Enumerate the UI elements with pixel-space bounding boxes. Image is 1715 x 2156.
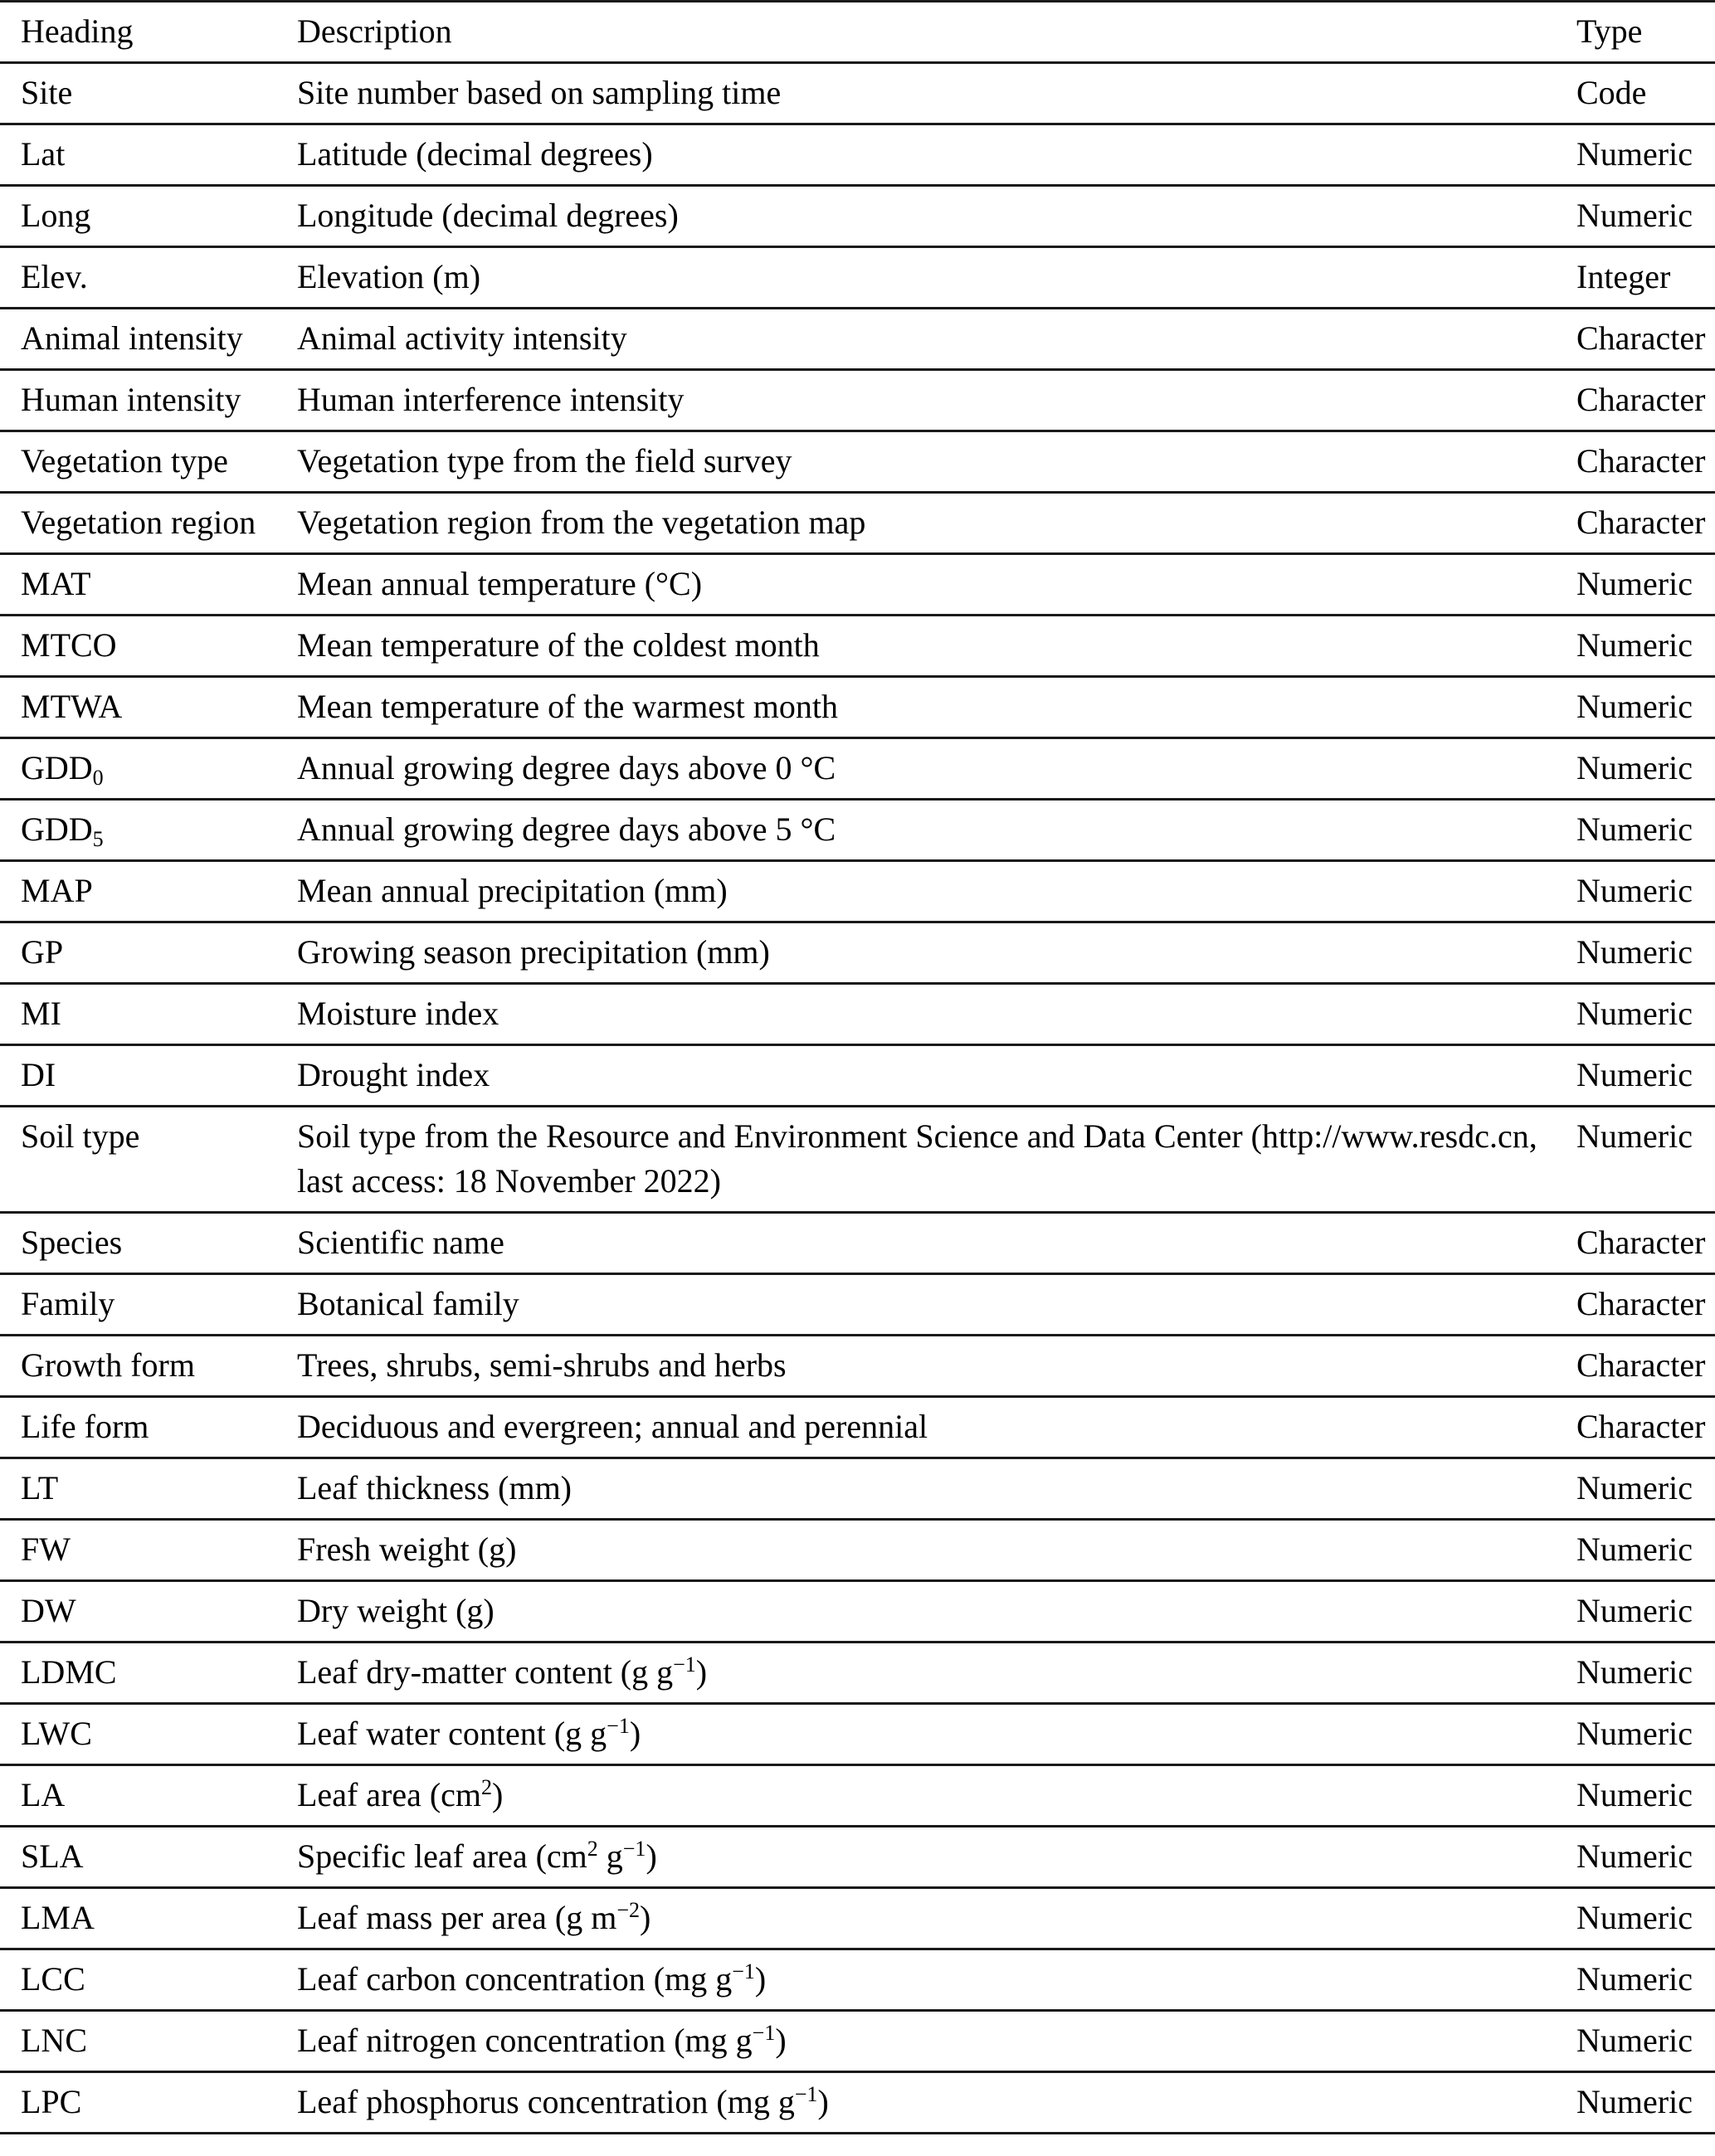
table-row (0, 1949, 1715, 2011)
description-cell: Growing season precipitation (mm) (297, 933, 770, 971)
heading-cell: MTCO (21, 626, 117, 664)
table-row (0, 309, 1715, 370)
description-cell: Trees, shrubs, semi-shrubs and herbs (297, 1346, 787, 1384)
table-row (0, 63, 1715, 124)
table-row (0, 186, 1715, 247)
table-row (0, 2011, 1715, 2072)
heading-cell: Vegetation type (21, 442, 228, 479)
description-cell: Leaf water content (g $g^{-1}$) (297, 1713, 641, 1752)
type-cell: Numeric (1576, 1592, 1693, 1629)
description-cell: Annual growing degree days above 5 °C (297, 810, 836, 848)
type-cell: Numeric (1576, 1715, 1693, 1752)
table-row (0, 247, 1715, 309)
column-header-type: Type (1576, 12, 1643, 50)
heading-cell: GP (21, 933, 64, 971)
table-row (0, 1045, 1715, 1107)
type-cell: Numeric (1576, 688, 1693, 725)
heading-cell: DW (21, 1592, 76, 1629)
description-cell: Animal activity intensity (297, 319, 627, 357)
type-cell: Numeric (1576, 626, 1693, 664)
type-cell: Character (1576, 1408, 1706, 1445)
type-cell: Character (1576, 381, 1706, 418)
table-row (0, 431, 1715, 493)
table-row (0, 2072, 1715, 2134)
type-cell: Integer (1576, 258, 1671, 295)
heading-cell: LWC (21, 1715, 92, 1752)
type-cell: Numeric (1576, 197, 1693, 234)
table-row (0, 370, 1715, 431)
table-row (0, 1274, 1715, 1336)
heading-cell: LDMC (21, 1653, 117, 1691)
heading-cell: MAT (21, 565, 91, 602)
column-header-heading: Heading (21, 12, 134, 50)
type-cell: Numeric (1576, 135, 1693, 173)
table-header-row (0, 2, 1715, 63)
description-cell: Mean annual temperature (°C) (297, 565, 703, 602)
description-cell: Leaf area $(cm^2)$ (297, 1774, 504, 1813)
type-cell: Numeric (1576, 933, 1693, 971)
table-row (0, 677, 1715, 738)
type-cell: Numeric (1576, 1837, 1693, 1875)
heading-cell: LCC (21, 1960, 85, 1998)
type-cell: Numeric (1576, 1531, 1693, 1568)
type-cell: Numeric (1576, 565, 1693, 602)
heading-cell: Long (21, 197, 91, 234)
description-cell: Leaf nitrogen concentration (mg $g^{-1}$) (297, 2020, 787, 2059)
table-row (0, 1827, 1715, 1888)
type-cell: Numeric (1576, 2022, 1693, 2059)
description-cell: Deciduous and evergreen; annual and perennial (297, 1408, 928, 1445)
description-cell: Human interference intensity (297, 381, 685, 418)
table-row (0, 1336, 1715, 1397)
description-cell: Mean temperature of the warmest month (297, 688, 838, 725)
description-cell: Leaf carbon concentration (mg $g^{-1}$) (297, 1959, 767, 1998)
type-cell: Numeric (1576, 1056, 1693, 1093)
type-cell: Numeric (1576, 810, 1693, 848)
description-cell: Vegetation region from the vegetation map (297, 504, 866, 541)
type-cell: Code (1576, 74, 1647, 111)
description-cell: Leaf phosphorus concentration (mg $g^{-1}$) (297, 2081, 829, 2120)
type-cell: Numeric (1576, 1776, 1693, 1813)
table-row (0, 984, 1715, 1045)
heading-cell: MI (21, 995, 61, 1032)
heading-cell: MTWA (21, 688, 123, 725)
description-cell: Drought index (297, 1056, 490, 1093)
table-row (0, 616, 1715, 677)
heading-cell: DI (21, 1056, 56, 1093)
table-row (0, 922, 1715, 984)
heading-cell: Site (21, 74, 73, 111)
heading-cell: LA (21, 1776, 66, 1813)
type-cell: Character (1576, 1285, 1706, 1322)
description-cell: Moisture index (297, 995, 499, 1032)
table-row (0, 124, 1715, 186)
type-cell: Numeric (1576, 749, 1693, 786)
description-cell: Leaf mass per area (g $m^{-2}$) (297, 1897, 651, 1936)
description-cell: Annual growing degree days above 0 °C (297, 749, 836, 786)
heading-cell: Animal intensity (21, 319, 243, 357)
table-row (0, 1581, 1715, 1643)
table-row (0, 1520, 1715, 1581)
description-cell: Leaf dry-matter content (g $g^{-1}$) (297, 1652, 708, 1691)
table-row (0, 1213, 1715, 1274)
type-cell: Character (1576, 319, 1706, 357)
table-row (0, 1765, 1715, 1827)
table-row (0, 1888, 1715, 1949)
type-cell: Numeric (1576, 1960, 1693, 1998)
description-cell: Dry weight (g) (297, 1592, 495, 1629)
heading-cell: $GDD_0$ (21, 749, 104, 791)
heading-cell: LMA (21, 1899, 95, 1936)
table-row (0, 861, 1715, 922)
description-cell: Mean temperature of the coldest month (297, 626, 820, 664)
heading-cell: LPC (21, 2083, 82, 2120)
description-cell: Scientific name (297, 1224, 504, 1261)
description-cell: Mean annual precipitation (mm) (297, 872, 728, 909)
type-cell: Numeric (1576, 1117, 1693, 1155)
description-cell: Specific leaf area ($cm^2$ $g^{-1}$) (297, 1836, 657, 1875)
column-header-description: Description (297, 12, 452, 50)
type-cell: Character (1576, 504, 1706, 541)
heading-cell: $GDD_5$ (21, 810, 104, 852)
heading-cell: Life form (21, 1408, 149, 1445)
heading-cell: Family (21, 1285, 115, 1322)
table-row (0, 1107, 1715, 1213)
description-cell: Leaf thickness (mm) (297, 1469, 572, 1506)
table-row (0, 800, 1715, 861)
heading-cell: SLA (21, 1837, 84, 1875)
type-cell: Numeric (1576, 2083, 1693, 2120)
heading-cell: Human intensity (21, 381, 241, 418)
heading-cell: Species (21, 1224, 123, 1261)
heading-cell: LT (21, 1469, 59, 1506)
description-cell: Longitude (decimal degrees) (297, 197, 679, 234)
heading-cell: Elev. (21, 258, 88, 295)
table-row (0, 1643, 1715, 1704)
description-cell: Soil type from the Resource and Environment Science and Data Center (http://www.resdc.cn, last access: 18 November 2022) (297, 1117, 1537, 1200)
heading-cell: Growth form (21, 1346, 195, 1384)
heading-cell: LNC (21, 2022, 87, 2059)
table-row (0, 738, 1715, 800)
table-body (0, 63, 1715, 2134)
heading-cell: Soil type (21, 1117, 140, 1155)
type-cell: Numeric (1576, 1653, 1693, 1691)
type-cell: Character (1576, 442, 1706, 479)
type-cell: Numeric (1576, 872, 1693, 909)
type-cell: Numeric (1576, 1899, 1693, 1936)
table-row (0, 493, 1715, 554)
table-row (0, 554, 1715, 616)
type-cell: Numeric (1576, 995, 1693, 1032)
description-cell: Vegetation type from the field survey (297, 442, 792, 479)
type-cell: Character (1576, 1346, 1706, 1384)
description-cell: Botanical family (297, 1285, 519, 1322)
table-row (0, 1397, 1715, 1458)
type-cell: Character (1576, 1224, 1706, 1261)
description-cell: Elevation (m) (297, 258, 481, 295)
heading-cell: FW (21, 1531, 71, 1568)
description-cell: Fresh weight (g) (297, 1531, 517, 1568)
table-row (0, 1458, 1715, 1520)
heading-cell: Lat (21, 135, 66, 173)
table-row (0, 1704, 1715, 1765)
heading-cell: Vegetation region (21, 504, 256, 541)
description-cell: Latitude (decimal degrees) (297, 135, 653, 173)
description-cell: Site number based on sampling time (297, 74, 782, 111)
type-cell: Numeric (1576, 1469, 1693, 1506)
heading-cell: MAP (21, 872, 93, 909)
